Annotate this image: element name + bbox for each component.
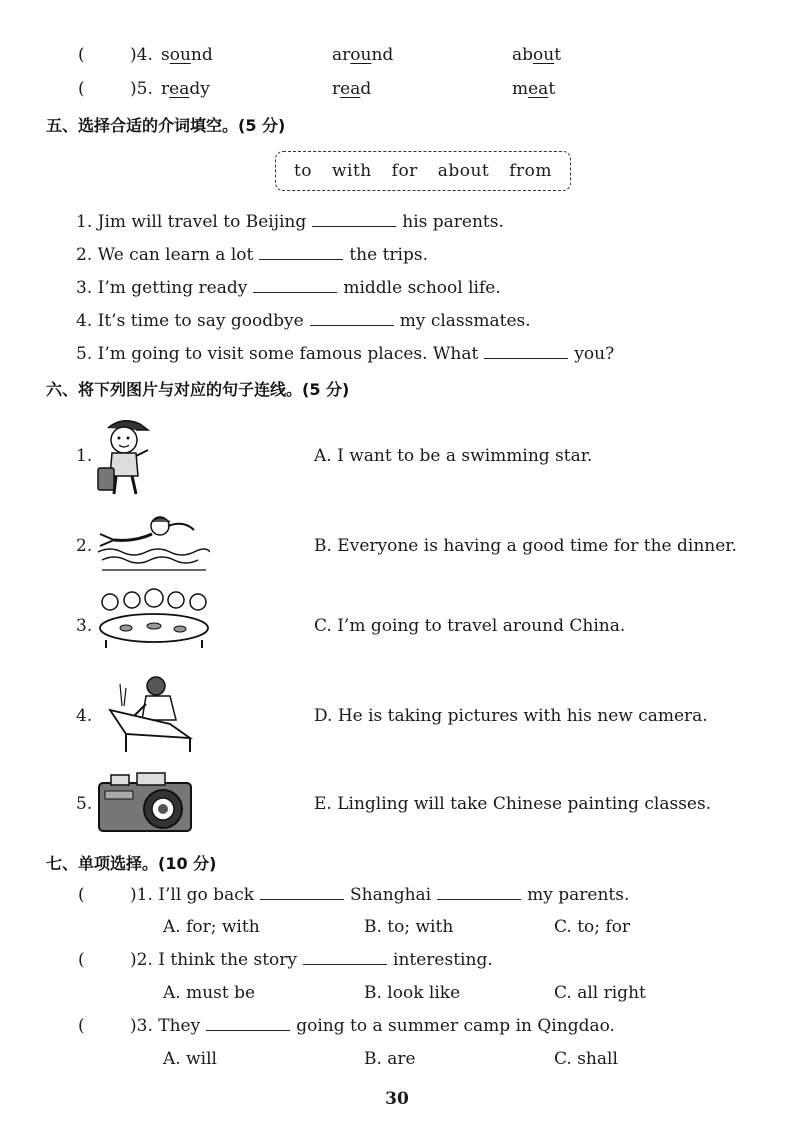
q1-option-b[interactable]: B. to; with: [364, 917, 454, 937]
item-4-word-1: sound: [161, 45, 213, 65]
picture-number-4: 4.: [76, 706, 93, 726]
answer-paren-q1: (: [78, 885, 85, 905]
question-3: )3. They going to a summer camp in Qingdao.: [130, 1016, 615, 1036]
camera-illustration: [97, 769, 193, 833]
picture-number-3: 3.: [76, 616, 93, 636]
item-5-word-2: read: [332, 79, 372, 99]
word-bank-item: to: [293, 161, 313, 181]
answer-blank[interactable]: [206, 1016, 290, 1031]
fill-item-1: 1. Jim will travel to Beijing his parents.: [76, 212, 504, 232]
q1-option-c[interactable]: C. to; for: [554, 917, 631, 937]
q3-option-b[interactable]: B. are: [364, 1049, 416, 1069]
sentence-b: B. Everyone is having a good time for the dinner.: [314, 536, 737, 556]
family-dinner-illustration: [96, 588, 212, 650]
answer-blank[interactable]: [312, 212, 396, 227]
sentence-e: E. Lingling will take Chinese painting classes.: [314, 794, 712, 814]
item-4-number: )4.: [130, 45, 153, 65]
traveler-boy-illustration: [94, 410, 156, 498]
painting-girl-illustration: [96, 674, 194, 754]
section-5-heading: 五、选择合适的介词填空。(5 分): [46, 116, 286, 135]
answer-paren-5: (: [78, 79, 85, 99]
word-bank-item: with: [331, 161, 372, 181]
item-4-word-2: around: [332, 45, 394, 65]
item-5-word-1: ready: [161, 79, 210, 99]
answer-blank[interactable]: [484, 344, 568, 359]
answer-blank[interactable]: [253, 278, 337, 293]
section-7-heading: 七、单项选择。(10 分): [46, 854, 217, 873]
sentence-c: C. I’m going to travel around China.: [314, 616, 626, 636]
answer-blank[interactable]: [259, 245, 343, 260]
section-6-heading: 六、将下列图片与对应的句子连线。(5 分): [46, 380, 350, 399]
q2-option-c[interactable]: C. all right: [554, 983, 646, 1003]
picture-number-2: 2.: [76, 536, 93, 556]
item-5-word-3: meat: [512, 79, 556, 99]
word-bank-item: for: [391, 161, 418, 181]
answer-blank[interactable]: [303, 950, 387, 965]
word-bank-item: about: [437, 161, 490, 181]
q2-option-a[interactable]: A. must be: [163, 983, 256, 1003]
fill-item-2: 2. We can learn a lot the trips.: [76, 245, 428, 265]
answer-paren-q3: (: [78, 1016, 85, 1036]
answer-blank[interactable]: [437, 885, 521, 900]
picture-number-5: 5.: [76, 794, 93, 814]
answer-paren-q2: (: [78, 950, 85, 970]
question-1: )1. I’ll go back Shanghai my parents.: [130, 885, 630, 905]
question-2: )2. I think the story interesting.: [130, 950, 493, 970]
item-5-number: )5.: [130, 79, 153, 99]
item-4-word-3: about: [512, 45, 562, 65]
word-bank: [275, 151, 571, 191]
q2-option-b[interactable]: B. look like: [364, 983, 461, 1003]
picture-number-1: 1.: [76, 446, 93, 466]
q3-option-a[interactable]: A. will: [163, 1049, 217, 1069]
fill-item-5: 5. I’m going to visit some famous places. What you?: [76, 344, 615, 364]
answer-paren-4: (: [78, 45, 85, 65]
page-number: 30: [385, 1089, 409, 1109]
answer-blank[interactable]: [310, 311, 394, 326]
sentence-d: D. He is taking pictures with his new camera.: [314, 706, 708, 726]
answer-blank[interactable]: [260, 885, 344, 900]
sentence-a: A. I want to be a swimming star.: [314, 446, 593, 466]
fill-item-3: 3. I’m getting ready middle school life.: [76, 278, 501, 298]
swimmer-illustration: [94, 512, 210, 574]
q1-option-a[interactable]: A. for; with: [163, 917, 260, 937]
fill-item-4: 4. It’s time to say goodbye my classmates.: [76, 311, 531, 331]
word-bank-item: from: [509, 161, 552, 181]
q3-option-c[interactable]: C. shall: [554, 1049, 618, 1069]
